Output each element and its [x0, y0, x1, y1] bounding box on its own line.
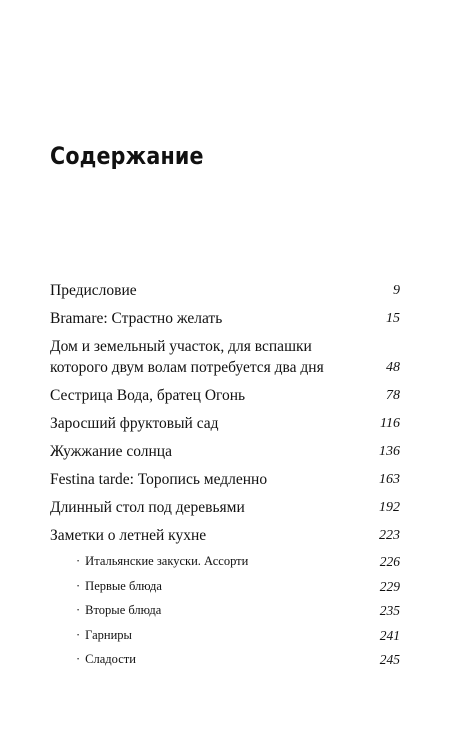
toc-entry-title: Festina tarde: Торопись медленно	[50, 471, 268, 488]
toc-page-number: 15	[386, 311, 400, 326]
toc-page-number: 226	[379, 554, 400, 569]
toc-entry-title: Заросший фруктовый сад	[50, 415, 219, 432]
toc-sub-entry	[50, 578, 400, 595]
toc-entry	[50, 497, 400, 518]
toc-entry	[50, 385, 400, 406]
toc-entry-title: Предисловие	[50, 282, 137, 299]
toc-entry	[50, 280, 400, 301]
toc-page-number: 48	[386, 360, 400, 375]
toc-sub-entry-title	[76, 627, 370, 644]
toc-page-number: 223	[379, 528, 400, 543]
toc-page-number: 241	[379, 627, 400, 643]
toc-page-number: 163	[379, 472, 400, 487]
toc-page-number: 192	[379, 500, 400, 515]
toc-page-number: 9	[393, 283, 400, 298]
toc-page-number: 116	[380, 416, 400, 431]
toc-sub-entry-label: Вторые блюда	[85, 603, 162, 617]
toc-sub-entry	[50, 602, 400, 619]
toc-sub-entry-title	[76, 651, 370, 668]
bullet-icon: ·	[76, 554, 81, 568]
bullet-icon: ·	[76, 578, 81, 593]
toc-entry	[50, 413, 400, 434]
toc-page-number: 136	[379, 444, 400, 459]
bullet-icon: ·	[76, 603, 81, 617]
toc-entry-title: Bramare: Страстно желать	[50, 310, 223, 327]
toc-sub-entry-label: Гарниры	[85, 627, 132, 642]
toc-sub-entry-label: Первые блюда	[85, 578, 162, 593]
toc-page-number: 245	[379, 652, 400, 667]
toc-entry-title: Жужжание солнца	[50, 443, 172, 460]
toc-page-number: 235	[379, 603, 400, 618]
toc-page-number: 78	[386, 388, 400, 403]
toc-entry	[50, 441, 400, 462]
bullet-icon: ·	[76, 627, 81, 642]
bullet-icon: ·	[76, 652, 81, 666]
toc-entry	[50, 336, 400, 378]
toc-entry	[50, 308, 400, 329]
toc-sub-entry	[50, 627, 400, 644]
toc-sub-entry-label: Итальянские закуски. Ассорти	[85, 554, 249, 568]
toc-entry-title: Сестрица Вода, братец Огонь	[50, 387, 246, 404]
toc-sub-entry-title	[76, 578, 370, 595]
page-title: Содержание	[50, 142, 204, 171]
toc-sub-entry-title	[76, 602, 370, 619]
toc-entry	[50, 469, 400, 490]
toc-sub-entry-title	[76, 553, 370, 570]
table-of-contents	[50, 280, 400, 676]
toc-sub-entry	[50, 553, 400, 570]
toc-entry-title: Длинный стол под деревьями	[50, 499, 245, 516]
toc-sub-entry-label: Сладости	[85, 652, 136, 666]
toc-entry	[50, 525, 400, 546]
toc-entry-title: Дом и земельный участок, для вспашки которого двум волам потребуется два дня	[50, 338, 324, 376]
toc-page-number: 229	[379, 578, 400, 594]
toc-sub-entry	[50, 651, 400, 668]
toc-entry-title: Заметки о летней кухне	[50, 527, 207, 544]
